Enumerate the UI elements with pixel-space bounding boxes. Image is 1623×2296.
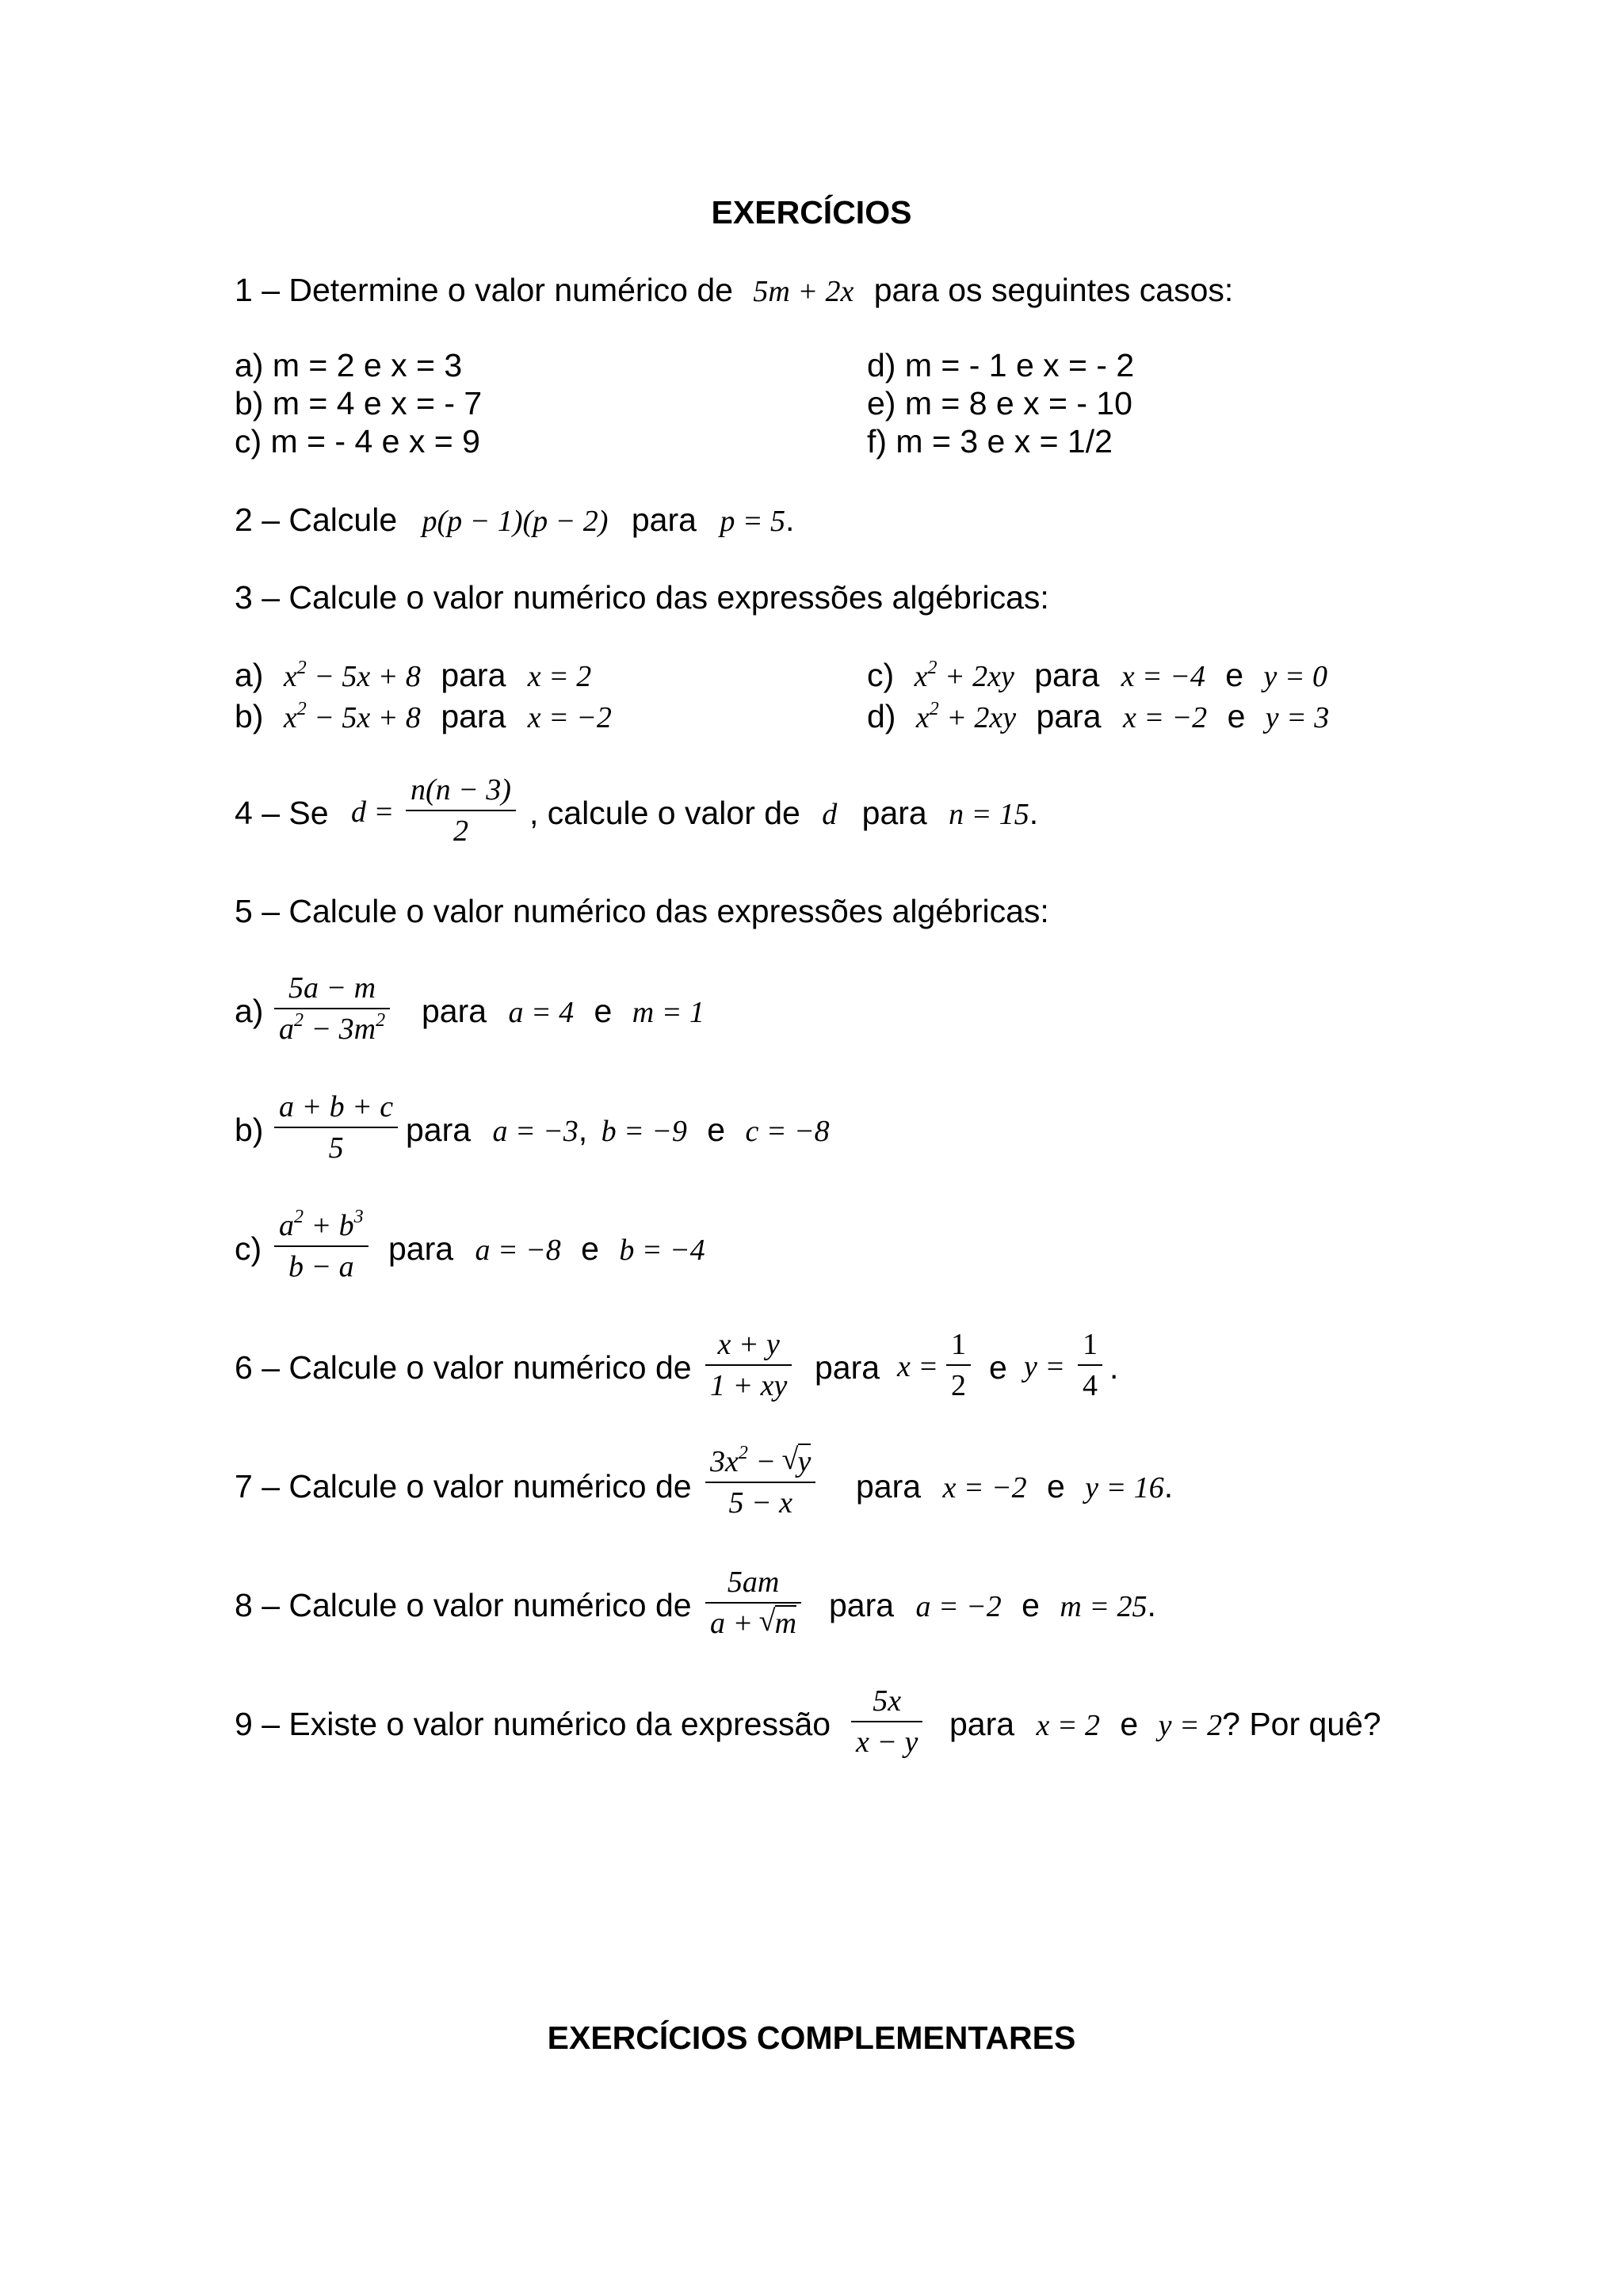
question-4-fraction: [406, 775, 516, 846]
item-condition-y: y = 0: [1263, 660, 1327, 693]
question-1-text: 1 – Determine o valor numérico de: [235, 272, 733, 308]
item-expression: $x^2 + 2xy$: [915, 699, 1017, 734]
question-5a-label: a): [235, 993, 264, 1029]
item-condition-b: b = −4: [619, 1234, 705, 1267]
question-7-text: 7 – Calcule o valor numérico de: [235, 1468, 692, 1505]
item-condition: x = −2: [527, 701, 612, 734]
question-6-end: .: [1109, 1349, 1119, 1386]
item-condition-x: x = 2: [1036, 1709, 1100, 1742]
question-6-y-lhs: y =: [1024, 1350, 1066, 1383]
question-3-item-b: [235, 700, 612, 733]
item-para: para: [1034, 657, 1100, 693]
question-8-fraction: [705, 1567, 801, 1638]
item-para: para: [388, 1230, 454, 1267]
fraction-denominator: 2: [453, 814, 468, 848]
item-para: para: [406, 1112, 472, 1148]
item-and: e: [581, 1230, 599, 1267]
question-5a-conditions: [422, 995, 705, 1028]
item-condition-a: a = 4: [508, 996, 575, 1029]
fraction-denominator: 4: [1083, 1369, 1098, 1402]
question-6-and: e: [989, 1349, 1007, 1386]
item-condition-y: y = 3: [1265, 701, 1330, 734]
item-and: e: [1022, 1587, 1040, 1623]
fraction-denominator: $a^2 - 3m^2$: [279, 1010, 386, 1046]
item-condition-x: x = −4: [1121, 660, 1205, 693]
question-7-end: .: [1163, 1468, 1174, 1505]
question-5c-label: c): [235, 1230, 262, 1267]
fraction-numerator: 5a − m: [288, 971, 376, 1005]
question-6-y-fraction: [1078, 1329, 1102, 1401]
question-6-text: 6 – Calcule o valor numérico de: [235, 1349, 692, 1386]
section-title-complementary: EXERCÍCIOS COMPLEMENTARES: [547, 2019, 1076, 2056]
item-expression: $x^2 - 5x + 8$: [283, 658, 421, 693]
item-expression: $x^2 + 2xy$: [914, 658, 1014, 693]
question-1-expression: 5m + 2x: [753, 275, 854, 308]
question-5b-conditions: [406, 1114, 830, 1146]
item-para: para: [441, 657, 506, 693]
question-4-variable: d: [822, 798, 838, 831]
question-3-item-d: [867, 700, 1329, 733]
question-2-condition: p = 5: [720, 505, 785, 538]
question-1-item-d: d) m = - 1 e x = - 2: [867, 347, 1135, 383]
item-condition-c: c = −8: [745, 1115, 830, 1148]
fraction-numerator: x + y: [717, 1328, 780, 1361]
question-4-rest: [529, 797, 1038, 830]
question-8-end: .: [1147, 1587, 1156, 1623]
fraction-numerator: 1: [951, 1328, 966, 1361]
question-7-conditions: [856, 1470, 1173, 1503]
item-comma: ,: [578, 1112, 588, 1148]
fraction-denominator: b − a: [288, 1250, 354, 1283]
question-2-end: .: [785, 502, 795, 538]
item-condition-m: m = 1: [632, 996, 705, 1029]
fraction-numerator: 5x: [873, 1684, 902, 1718]
question-3-text: 3 – Calcule o valor numérico das expressões algébricas:: [235, 579, 1049, 616]
question-5b-label: b): [235, 1112, 264, 1148]
item-condition-a: a = −3: [492, 1115, 579, 1148]
question-1-item-b: b) m = 4 e x = - 7: [235, 385, 483, 421]
item-condition: x = 2: [527, 660, 592, 693]
item-condition-x: x = −2: [942, 1471, 1027, 1505]
question-3-item-c: [867, 659, 1327, 692]
question-2: [235, 504, 794, 536]
item-para: para: [829, 1587, 895, 1623]
fraction-denominator: 5: [328, 1131, 344, 1165]
question-2-para: para: [631, 502, 697, 538]
item-label: b): [235, 698, 264, 734]
question-6-fraction: [705, 1329, 792, 1401]
item-para: para: [949, 1706, 1015, 1742]
question-1-item-a: a) m = 2 e x = 3: [235, 347, 463, 383]
question-5-text: 5 – Calcule o valor numérico das expressões algébricas:: [235, 893, 1049, 929]
item-and: e: [1047, 1468, 1065, 1505]
item-condition-m: m = 25: [1060, 1590, 1148, 1623]
item-condition-a: a = −2: [915, 1590, 1002, 1623]
fraction-numerator: 5am: [727, 1566, 780, 1599]
fraction-numerator: 1: [1083, 1328, 1098, 1361]
question-2-text: 2 – Calcule: [235, 502, 398, 538]
question-5a-fraction: [274, 973, 390, 1044]
item-and: e: [1120, 1706, 1139, 1742]
item-condition-y: y = 16: [1085, 1471, 1164, 1505]
fraction-denominator: x − y: [856, 1726, 918, 1759]
item-label: d): [867, 698, 896, 734]
item-para: para: [1036, 698, 1102, 734]
page-title: EXERCÍCIOS: [711, 194, 912, 231]
question-1-item-f: f) m = 3 e x = 1/2: [867, 423, 1113, 460]
question-5b-fraction: [274, 1092, 398, 1163]
question-6-x-lhs: x =: [897, 1350, 939, 1383]
fraction-denominator: a + √ m: [705, 1604, 801, 1638]
square-root-icon: √ m: [761, 1608, 796, 1638]
question-1: [235, 274, 1233, 307]
fraction-denominator: 5 − x: [728, 1486, 792, 1520]
question-3-item-a: [235, 659, 591, 692]
item-condition-y: y = 2: [1158, 1709, 1223, 1742]
square-root-icon: √ y: [784, 1447, 812, 1477]
question-6-x-fraction: [946, 1329, 971, 1401]
question-1-text-end: para os seguintes casos:: [873, 272, 1234, 308]
question-4-text-mid: , calcule o valor de: [529, 795, 800, 831]
item-and: e: [594, 993, 613, 1029]
question-8-conditions: [829, 1589, 1156, 1622]
item-condition-x: x = −2: [1123, 701, 1208, 734]
item-condition-b: b = −9: [601, 1115, 687, 1148]
fraction-numerator: $3x^2$ − √ y: [705, 1447, 815, 1482]
fraction-numerator: a + b + c: [279, 1090, 394, 1123]
question-9-text: 9 – Existe o valor numérico da expressão: [235, 1706, 831, 1742]
fraction-numerator: $a^2 + b^3$: [279, 1207, 364, 1242]
question-5c-fraction: [274, 1207, 369, 1283]
item-para: para: [856, 1468, 922, 1505]
question-5c-conditions: [388, 1230, 705, 1267]
fraction-denominator: 1 + xy: [710, 1369, 788, 1402]
item-and: e: [707, 1112, 726, 1148]
question-4-para: para: [861, 795, 927, 831]
item-condition-a: a = −8: [475, 1234, 561, 1267]
item-label: a): [235, 657, 264, 693]
question-7-fraction: [705, 1443, 815, 1520]
item-and: e: [1227, 698, 1246, 734]
question-9-fraction: [851, 1686, 922, 1757]
item-label: c): [867, 657, 895, 693]
fraction-numerator: n(n − 3): [411, 773, 511, 807]
question-8-text: 8 – Calcule o valor numérico de: [235, 1587, 692, 1623]
item-and: e: [1225, 657, 1244, 693]
item-para: para: [422, 993, 487, 1029]
question-9-end: ? Por quê?: [1222, 1706, 1381, 1742]
item-expression: $x^2 - 5x + 8$: [283, 699, 421, 734]
question-1-item-c: c) m = - 4 e x = 9: [235, 423, 480, 460]
question-9-conditions: [949, 1708, 1381, 1741]
question-4-lhs: d =: [351, 795, 395, 829]
question-1-item-e: e) m = 8 e x = - 10: [867, 385, 1132, 421]
question-2-expression: p(p − 1)(p − 2): [422, 505, 609, 538]
question-4-text: 4 – Se: [235, 795, 329, 831]
item-para: para: [441, 698, 506, 734]
question-6-para: para: [815, 1349, 880, 1386]
fraction-denominator: 2: [951, 1369, 966, 1402]
question-4-condition: n = 15: [949, 798, 1029, 831]
question-4-end: .: [1029, 795, 1039, 831]
